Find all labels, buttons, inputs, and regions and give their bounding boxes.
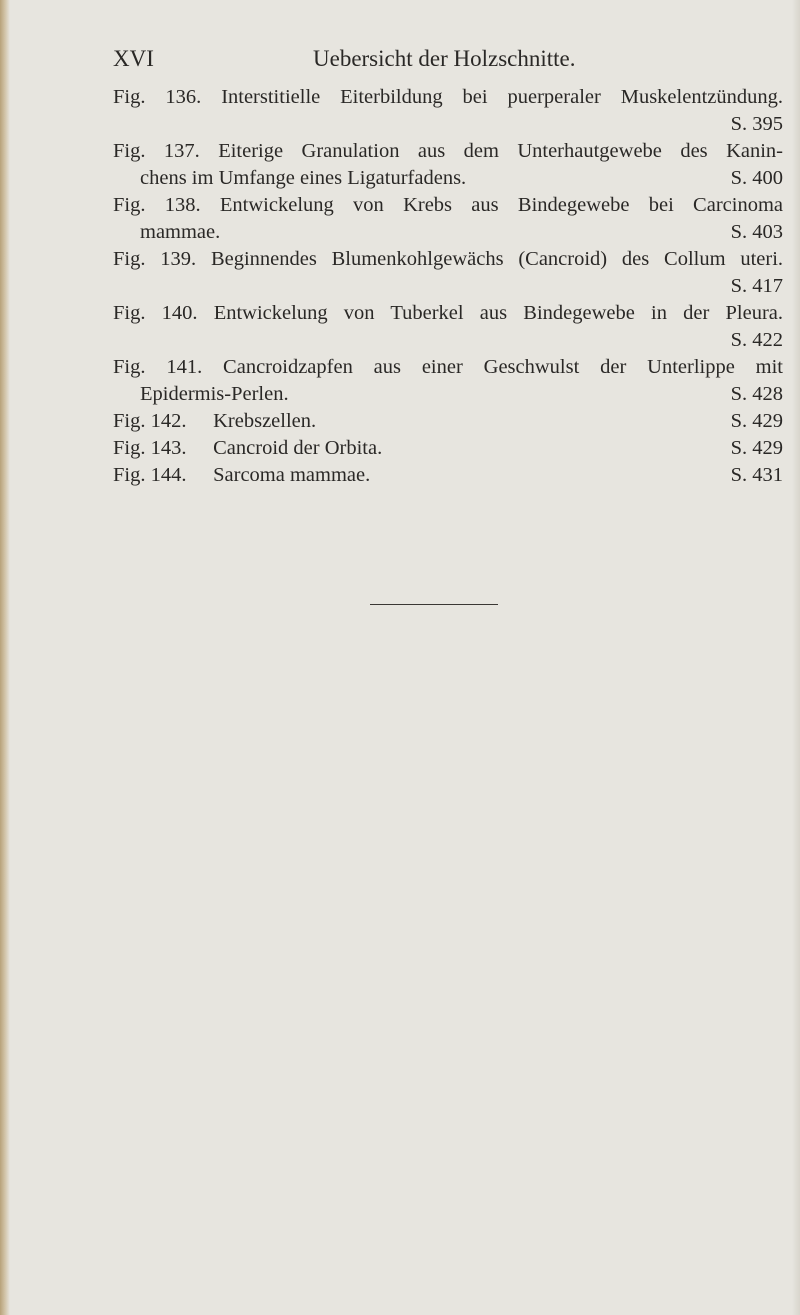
list-item-fig-140 [113,300,783,327]
fig-label: Fig. 136. [113,86,202,108]
page-ref: S. 429 [730,410,783,432]
fig-caption-cont: chens im Umfange eines Ligaturfadens. [140,167,467,189]
page-ref: S. 428 [730,383,783,405]
page-header [113,44,773,74]
fig-label: Fig. 144. [113,464,187,486]
fig-caption: Interstitielle Eiterbildung bei puerperaler Muskelentzündung. [221,86,783,108]
page-ref: S. 400 [730,167,783,189]
list-item-fig-139 [113,246,783,273]
fig-label: Fig. 143. [113,437,187,459]
page-ref: S. 422 [730,329,783,351]
fig-label: Fig. 138. [113,194,201,216]
end-rule [370,604,498,605]
page-ref: S. 403 [730,221,783,243]
fig-caption-cont: mammae. [140,221,221,243]
page-edge-left [0,0,10,1315]
page-ref: S. 431 [730,464,783,486]
list-item-fig-142 [113,408,783,435]
fig-caption: Eiterige Granulation aus dem Unterhautgewebe des Kanin- [218,140,784,162]
fig-label: Fig. 142. [113,410,187,432]
page-number: XVI [113,46,154,71]
page-ref: S. 395 [730,113,783,135]
list-item-fig-141 [113,354,783,381]
fig-caption-cont: Epidermis-Perlen. [140,383,289,405]
page-ref: S. 417 [730,275,783,297]
fig-caption: Cancroid der Orbita. [213,437,383,459]
fig-caption: Krebszellen. [213,410,317,432]
fig-label: Fig. 141. [113,356,203,378]
fig-label: Fig. 140. [113,302,198,324]
fig-caption: Sarcoma mammae. [213,464,371,486]
fig-caption: Beginnendes Blumenkohlgewächs (Cancroid) des Collum uteri. [210,248,784,270]
page-ref: S. 429 [730,437,783,459]
list-item-fig-138 [113,192,783,219]
fig-caption: Entwickelung von Krebs aus Bindegewebe bei Carcinoma [219,194,783,216]
list-item-fig-143 [113,435,783,462]
list-item-fig-137 [113,138,783,165]
fig-caption: Entwickelung von Tuberkel aus Bindegewebe in der Pleura. [213,302,783,324]
list-item-fig-144 [113,462,783,489]
fig-label: Fig. 139. [113,248,197,270]
page-edge-right [792,0,800,1315]
fig-caption: Cancroidzapfen aus einer Geschwulst der Unterlippe mit [223,356,783,378]
figure-list [113,84,783,489]
running-title: Uebersicht der Holzschnitte. [313,46,576,71]
fig-label: Fig. 137. [113,140,200,162]
list-item-fig-136 [113,84,783,111]
